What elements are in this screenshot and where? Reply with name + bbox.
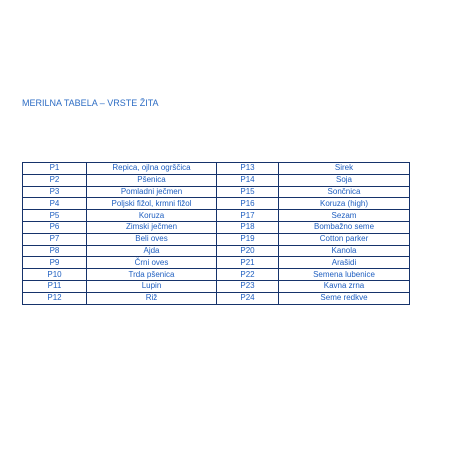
- grain-name-cell: Kanola: [279, 245, 410, 257]
- grain-code-cell: P1: [23, 163, 87, 175]
- grain-code-cell: P19: [217, 233, 279, 245]
- table-row: [23, 210, 410, 222]
- grain-table-body: [23, 163, 410, 305]
- grain-name-cell: Poljski fižol, krmni fižol: [87, 198, 217, 210]
- grain-name-cell: Seme redkve: [279, 292, 410, 304]
- grain-code-cell: P17: [217, 210, 279, 222]
- grain-name-cell: Riž: [87, 292, 217, 304]
- page-title: MERILNA TABELA – VRSTE ŽITA: [22, 98, 159, 108]
- grain-code-cell: P13: [217, 163, 279, 175]
- grain-name-cell: Pomladni ječmen: [87, 186, 217, 198]
- table-row: [23, 186, 410, 198]
- grain-name-cell: Sončnica: [279, 186, 410, 198]
- table-row: [23, 269, 410, 281]
- grain-code-cell: P5: [23, 210, 87, 222]
- grain-code-cell: P11: [23, 280, 87, 292]
- grain-name-cell: Arašidi: [279, 257, 410, 269]
- grain-name-cell: Sirek: [279, 163, 410, 175]
- grain-code-cell: P24: [217, 292, 279, 304]
- table-row: [23, 280, 410, 292]
- grain-name-cell: Pšenica: [87, 174, 217, 186]
- grain-name-cell: Ajda: [87, 245, 217, 257]
- table-row: [23, 163, 410, 175]
- grain-code-cell: P15: [217, 186, 279, 198]
- grain-code-cell: P18: [217, 221, 279, 233]
- table-row: [23, 257, 410, 269]
- table-row: [23, 245, 410, 257]
- grain-code-cell: P20: [217, 245, 279, 257]
- grain-name-cell: Soja: [279, 174, 410, 186]
- grain-name-cell: Semena lubenice: [279, 269, 410, 281]
- grain-code-cell: P12: [23, 292, 87, 304]
- grain-code-cell: P7: [23, 233, 87, 245]
- grain-code-cell: P3: [23, 186, 87, 198]
- grain-code-cell: P6: [23, 221, 87, 233]
- grain-code-cell: P23: [217, 280, 279, 292]
- grain-code-cell: P2: [23, 174, 87, 186]
- grain-type-table: [22, 162, 410, 305]
- table-row: [23, 198, 410, 210]
- grain-code-cell: P14: [217, 174, 279, 186]
- grain-code-cell: P9: [23, 257, 87, 269]
- grain-name-cell: Sezam: [279, 210, 410, 222]
- grain-name-cell: Cotton parker: [279, 233, 410, 245]
- grain-code-cell: P16: [217, 198, 279, 210]
- grain-code-cell: P4: [23, 198, 87, 210]
- table-row: [23, 292, 410, 304]
- grain-name-cell: Koruza: [87, 210, 217, 222]
- grain-name-cell: Trda pšenica: [87, 269, 217, 281]
- grain-code-cell: P8: [23, 245, 87, 257]
- grain-name-cell: Koruza (high): [279, 198, 410, 210]
- grain-name-cell: Kavna zrna: [279, 280, 410, 292]
- grain-name-cell: Repica, ojlna ogrščica: [87, 163, 217, 175]
- grain-name-cell: Lupin: [87, 280, 217, 292]
- grain-name-cell: Zimski ječmen: [87, 221, 217, 233]
- table-row: [23, 221, 410, 233]
- grain-code-cell: P10: [23, 269, 87, 281]
- grain-code-cell: P22: [217, 269, 279, 281]
- table-row: [23, 174, 410, 186]
- grain-code-cell: P21: [217, 257, 279, 269]
- grain-name-cell: Črni oves: [87, 257, 217, 269]
- grain-name-cell: Beli oves: [87, 233, 217, 245]
- table-row: [23, 233, 410, 245]
- grain-name-cell: Bombažno seme: [279, 221, 410, 233]
